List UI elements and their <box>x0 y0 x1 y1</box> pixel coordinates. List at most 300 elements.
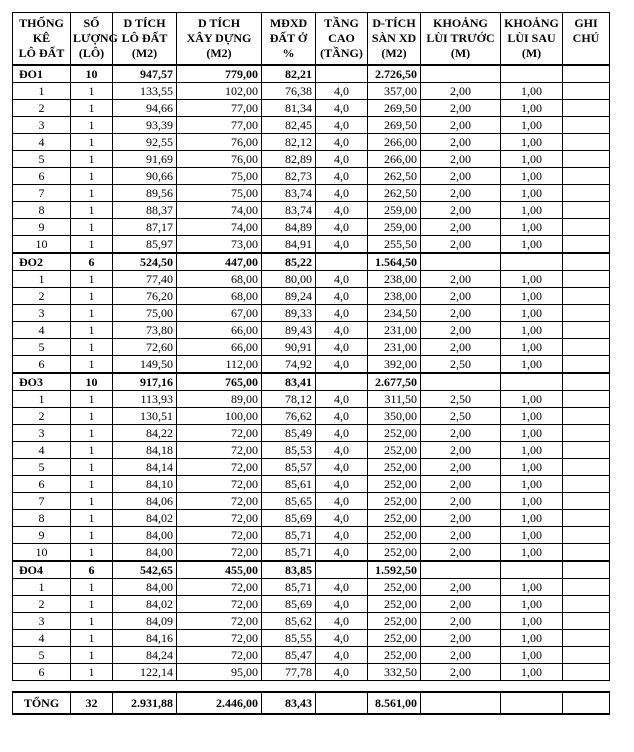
table-cell: 83,74 <box>262 185 316 202</box>
spacer-cell <box>262 681 316 693</box>
table-cell: 1 <box>71 613 113 630</box>
table-cell: 4,0 <box>316 493 368 510</box>
table-row <box>13 391 610 408</box>
table-cell: 2,00 <box>421 459 501 476</box>
table-cell: 4 <box>13 134 71 151</box>
table-cell: 1,00 <box>501 391 563 408</box>
table-cell: 252,00 <box>368 459 421 476</box>
table-cell <box>501 65 563 83</box>
table-cell: 113,93 <box>113 391 177 408</box>
table-cell: 89,33 <box>262 305 316 322</box>
table-cell: 2,00 <box>421 339 501 356</box>
table-cell: 252,00 <box>368 596 421 613</box>
header-rear-setback: KHOẢNG LÙI SAU (M) <box>501 13 563 66</box>
table-cell: 1 <box>13 579 71 596</box>
table-cell: 85,62 <box>262 613 316 630</box>
table-cell: 76,00 <box>177 134 262 151</box>
table-cell: 947,57 <box>113 65 177 83</box>
table-row <box>13 579 610 596</box>
table-cell: 6 <box>13 168 71 185</box>
table-cell: 2,50 <box>421 391 501 408</box>
table-cell <box>563 100 610 117</box>
table-cell <box>563 168 610 185</box>
table-cell: 1,00 <box>501 630 563 647</box>
table-cell <box>563 510 610 527</box>
header-quantity: SỐ LƯỢNG (LÔ) <box>71 13 113 66</box>
table-cell: 259,00 <box>368 202 421 219</box>
table-cell <box>563 253 610 271</box>
table-cell: 10 <box>71 373 113 391</box>
table-cell <box>563 442 610 459</box>
table-cell: 92,55 <box>113 134 177 151</box>
table-cell: 2,00 <box>421 322 501 339</box>
table-cell: 1 <box>71 100 113 117</box>
table-cell: 84,14 <box>113 459 177 476</box>
table-cell: 77,00 <box>177 100 262 117</box>
table-row <box>13 510 610 527</box>
spacer-cell <box>316 681 368 693</box>
table-cell <box>421 561 501 579</box>
table-cell: 83,74 <box>262 202 316 219</box>
table-cell: 2,00 <box>421 493 501 510</box>
table-cell: 252,00 <box>368 510 421 527</box>
table-cell: 122,14 <box>113 664 177 681</box>
table-cell: 133,55 <box>113 83 177 100</box>
table-cell: 84,22 <box>113 425 177 442</box>
table-cell: 779,00 <box>177 65 262 83</box>
table-cell: 72,00 <box>177 630 262 647</box>
table-cell: 82,12 <box>262 134 316 151</box>
table-cell <box>421 253 501 271</box>
table-cell: 9 <box>13 527 71 544</box>
table-cell: 85,69 <box>262 510 316 527</box>
group-summary-row <box>13 561 610 579</box>
table-cell: 72,00 <box>177 544 262 562</box>
table-cell <box>563 356 610 374</box>
table-cell: 4,0 <box>316 647 368 664</box>
table-cell: ĐO3 <box>13 373 71 391</box>
table-cell: 72,00 <box>177 596 262 613</box>
group-summary-row <box>13 65 610 83</box>
table-cell: 2,00 <box>421 596 501 613</box>
table-cell: 1.564,50 <box>368 253 421 271</box>
table-cell <box>563 288 610 305</box>
table-cell: 1 <box>71 83 113 100</box>
table-cell: 1 <box>71 219 113 236</box>
table-row <box>13 322 610 339</box>
table-cell: 1,00 <box>501 613 563 630</box>
table-cell <box>563 425 610 442</box>
table-cell: 85,57 <box>262 459 316 476</box>
table-cell: 2,00 <box>421 185 501 202</box>
table-row <box>13 219 610 236</box>
table-cell: 1,00 <box>501 339 563 356</box>
table-cell: 68,00 <box>177 288 262 305</box>
table-cell: 72,00 <box>177 493 262 510</box>
table-body <box>13 65 610 714</box>
table-cell <box>563 544 610 562</box>
table-cell: 32 <box>71 692 113 714</box>
table-cell: 4,0 <box>316 459 368 476</box>
table-cell: 72,00 <box>177 510 262 527</box>
table-cell <box>563 664 610 681</box>
table-cell: 83,41 <box>262 373 316 391</box>
table-cell: 2.726,50 <box>368 65 421 83</box>
table-cell: 2,00 <box>421 288 501 305</box>
table-cell: 1,00 <box>501 596 563 613</box>
spacer-cell <box>368 681 421 693</box>
table-cell: 83,85 <box>262 561 316 579</box>
table-cell: 112,00 <box>177 356 262 374</box>
table-cell: 252,00 <box>368 613 421 630</box>
table-cell: 4,0 <box>316 613 368 630</box>
table-cell <box>563 561 610 579</box>
table-cell: 82,89 <box>262 151 316 168</box>
table-cell: 4,0 <box>316 527 368 544</box>
table-cell: 262,50 <box>368 185 421 202</box>
table-cell: 2,00 <box>421 527 501 544</box>
table-cell: 4,0 <box>316 476 368 493</box>
table-cell: 85,71 <box>262 579 316 596</box>
table-cell: 75,00 <box>177 185 262 202</box>
table-cell: 4,0 <box>316 271 368 288</box>
table-cell: 4,0 <box>316 339 368 356</box>
table-cell: 1 <box>71 202 113 219</box>
table-cell <box>316 692 368 714</box>
table-cell <box>501 561 563 579</box>
table-cell: 84,02 <box>113 596 177 613</box>
table-cell: 7 <box>13 185 71 202</box>
table-row <box>13 544 610 562</box>
table-cell: 67,00 <box>177 305 262 322</box>
table-cell <box>421 373 501 391</box>
table-cell: 81,34 <box>262 100 316 117</box>
table-cell <box>501 373 563 391</box>
table-cell: 1 <box>71 391 113 408</box>
table-cell: 77,40 <box>113 271 177 288</box>
table-cell: 1 <box>71 168 113 185</box>
table-cell: 2,50 <box>421 356 501 374</box>
table-cell: 252,00 <box>368 647 421 664</box>
table-cell: 4,0 <box>316 579 368 596</box>
table-cell: 1,00 <box>501 442 563 459</box>
table-cell: 85,47 <box>262 647 316 664</box>
table-cell: 102,00 <box>177 83 262 100</box>
table-cell: 72,00 <box>177 579 262 596</box>
table-cell: 252,00 <box>368 544 421 562</box>
table-cell: 4,0 <box>316 185 368 202</box>
table-cell: 2.677,50 <box>368 373 421 391</box>
table-cell: 95,00 <box>177 664 262 681</box>
table-cell: 269,50 <box>368 100 421 117</box>
table-cell: 4,0 <box>316 442 368 459</box>
header-floors: TẦNG CAO (TẦNG) <box>316 13 368 66</box>
table-cell <box>563 236 610 254</box>
table-row <box>13 630 610 647</box>
table-cell: 5 <box>13 339 71 356</box>
table-cell: 2,00 <box>421 544 501 562</box>
table-cell: 2 <box>13 596 71 613</box>
table-cell: 252,00 <box>368 425 421 442</box>
table-cell <box>316 373 368 391</box>
table-cell: 75,00 <box>177 168 262 185</box>
table-cell: 231,00 <box>368 339 421 356</box>
table-cell <box>563 185 610 202</box>
statistics-table-container <box>12 12 609 715</box>
table-cell: 252,00 <box>368 630 421 647</box>
table-cell: 4,0 <box>316 236 368 254</box>
table-cell: 4 <box>13 630 71 647</box>
table-cell: 234,50 <box>368 305 421 322</box>
table-cell: 85,71 <box>262 544 316 562</box>
table-cell <box>563 459 610 476</box>
table-cell: ĐO4 <box>13 561 71 579</box>
table-cell: 9 <box>13 219 71 236</box>
table-row <box>13 305 610 322</box>
table-cell: 74,00 <box>177 219 262 236</box>
table-cell <box>563 117 610 134</box>
table-cell: 1,00 <box>501 647 563 664</box>
table-cell: 4,0 <box>316 322 368 339</box>
table-cell: 1 <box>71 459 113 476</box>
table-cell: 1 <box>71 647 113 664</box>
table-cell: 1 <box>71 664 113 681</box>
table-cell: 1 <box>71 134 113 151</box>
table-cell: 72,00 <box>177 647 262 664</box>
table-cell: 2,50 <box>421 408 501 425</box>
table-cell <box>316 65 368 83</box>
table-cell: 252,00 <box>368 579 421 596</box>
table-cell: 350,00 <box>368 408 421 425</box>
table-cell: 93,39 <box>113 117 177 134</box>
table-cell: 1,00 <box>501 459 563 476</box>
table-cell: 6 <box>13 476 71 493</box>
table-cell: 1,00 <box>501 117 563 134</box>
table-cell: 5 <box>13 459 71 476</box>
table-cell: 89,56 <box>113 185 177 202</box>
table-cell: 1,00 <box>501 408 563 425</box>
table-cell: 84,18 <box>113 442 177 459</box>
table-cell: 2,00 <box>421 476 501 493</box>
table-cell <box>563 391 610 408</box>
table-row <box>13 527 610 544</box>
table-cell: 252,00 <box>368 442 421 459</box>
table-cell: 8 <box>13 202 71 219</box>
table-cell: 252,00 <box>368 527 421 544</box>
table-cell: 1 <box>71 322 113 339</box>
table-cell: 1,00 <box>501 356 563 374</box>
table-cell: 1,00 <box>501 219 563 236</box>
table-cell: 149,50 <box>113 356 177 374</box>
table-cell: 85,61 <box>262 476 316 493</box>
table-cell: 84,91 <box>262 236 316 254</box>
table-cell: 2,00 <box>421 579 501 596</box>
table-cell: 83,43 <box>262 692 316 714</box>
table-cell: 1 <box>71 151 113 168</box>
table-cell: 73,80 <box>113 322 177 339</box>
table-cell: 72,00 <box>177 613 262 630</box>
table-cell: 2.446,00 <box>177 692 262 714</box>
table-cell: 238,00 <box>368 288 421 305</box>
table-cell: 82,45 <box>262 117 316 134</box>
table-cell: 6 <box>13 664 71 681</box>
table-row <box>13 151 610 168</box>
table-cell: 76,62 <box>262 408 316 425</box>
spacer-cell <box>71 681 113 693</box>
table-cell: 4,0 <box>316 168 368 185</box>
table-cell: 84,09 <box>113 613 177 630</box>
table-cell: 2,00 <box>421 151 501 168</box>
table-row <box>13 476 610 493</box>
table-cell: 1,00 <box>501 579 563 596</box>
table-cell <box>563 408 610 425</box>
table-cell: 77,00 <box>177 117 262 134</box>
table-cell: 10 <box>13 236 71 254</box>
table-cell <box>563 527 610 544</box>
table-cell: 1 <box>13 83 71 100</box>
table-cell: 455,00 <box>177 561 262 579</box>
table-cell: 84,00 <box>113 579 177 596</box>
table-cell: 74,92 <box>262 356 316 374</box>
table-cell <box>316 561 368 579</box>
table-cell: 1 <box>71 493 113 510</box>
table-cell <box>563 322 610 339</box>
table-cell: 3 <box>13 613 71 630</box>
total-row <box>13 692 610 714</box>
table-cell: 2 <box>13 408 71 425</box>
table-cell: 2,00 <box>421 83 501 100</box>
table-cell <box>563 151 610 168</box>
table-row <box>13 185 610 202</box>
table-cell: 1,00 <box>501 305 563 322</box>
table-cell: 1 <box>71 185 113 202</box>
table-cell: 4 <box>13 442 71 459</box>
table-cell: 6 <box>13 356 71 374</box>
table-cell: 262,50 <box>368 168 421 185</box>
table-row <box>13 356 610 374</box>
table-cell: 266,00 <box>368 134 421 151</box>
table-cell: 1,00 <box>501 100 563 117</box>
table-cell: 2,00 <box>421 100 501 117</box>
table-cell: 85,49 <box>262 425 316 442</box>
table-cell: 1 <box>71 236 113 254</box>
table-cell: 4,0 <box>316 219 368 236</box>
table-cell: 2,00 <box>421 510 501 527</box>
table-cell: TỔNG <box>13 692 71 714</box>
table-cell: 4,0 <box>316 134 368 151</box>
table-cell: 3 <box>13 425 71 442</box>
table-cell: 1,00 <box>501 83 563 100</box>
table-cell: 1 <box>71 288 113 305</box>
table-cell: 2,00 <box>421 168 501 185</box>
table-cell: 1 <box>71 442 113 459</box>
table-cell: 85,22 <box>262 253 316 271</box>
table-row <box>13 613 610 630</box>
table-cell: 917,16 <box>113 373 177 391</box>
table-cell: 3 <box>13 117 71 134</box>
table-row <box>13 202 610 219</box>
table-cell <box>563 613 610 630</box>
table-cell: 1,00 <box>501 476 563 493</box>
table-row <box>13 117 610 134</box>
table-cell: 76,20 <box>113 288 177 305</box>
table-row <box>13 168 610 185</box>
table-cell: 2,00 <box>421 219 501 236</box>
table-cell: 4,0 <box>316 510 368 527</box>
table-cell: 311,50 <box>368 391 421 408</box>
table-cell: 82,73 <box>262 168 316 185</box>
table-cell: 4,0 <box>316 288 368 305</box>
table-cell: 84,89 <box>262 219 316 236</box>
table-cell: 85,69 <box>262 596 316 613</box>
table-cell <box>563 596 610 613</box>
table-cell <box>563 692 610 714</box>
table-cell: 1 <box>71 596 113 613</box>
table-cell: 542,65 <box>113 561 177 579</box>
header-land-area: D TÍCH LÔ ĐẤT (M2) <box>113 13 177 66</box>
table-cell: 4,0 <box>316 100 368 117</box>
table-cell: 2 <box>13 288 71 305</box>
table-cell: 4,0 <box>316 151 368 168</box>
table-cell: 252,00 <box>368 476 421 493</box>
table-cell: 266,00 <box>368 151 421 168</box>
spacer-cell <box>177 681 262 693</box>
table-cell: 4,0 <box>316 202 368 219</box>
table-cell: 1 <box>71 356 113 374</box>
table-row <box>13 236 610 254</box>
table-cell: 2,00 <box>421 425 501 442</box>
table-row <box>13 596 610 613</box>
table-cell <box>563 339 610 356</box>
table-cell <box>563 373 610 391</box>
table-cell: 1 <box>71 476 113 493</box>
table-cell: 4,0 <box>316 596 368 613</box>
header-plot-stat: THỐNG KÊ LÔ ĐẤT <box>13 13 71 66</box>
table-cell: 1 <box>71 544 113 562</box>
table-cell: 2,00 <box>421 664 501 681</box>
table-cell: 74,00 <box>177 202 262 219</box>
table-cell: 2,00 <box>421 305 501 322</box>
table-row <box>13 408 610 425</box>
table-cell: 1 <box>71 425 113 442</box>
header-density: MĐXD ĐẤT Ở % <box>262 13 316 66</box>
table-cell: 85,71 <box>262 527 316 544</box>
table-cell: 1,00 <box>501 271 563 288</box>
table-cell: 7 <box>13 493 71 510</box>
table-cell: 73,00 <box>177 236 262 254</box>
table-cell: 2,00 <box>421 647 501 664</box>
table-cell: 91,69 <box>113 151 177 168</box>
table-cell <box>563 305 610 322</box>
table-cell: 4,0 <box>316 117 368 134</box>
table-cell: 4,0 <box>316 630 368 647</box>
table-cell: 84,02 <box>113 510 177 527</box>
table-cell: 84,00 <box>113 527 177 544</box>
table-cell: 2,00 <box>421 202 501 219</box>
table-cell: 332,50 <box>368 664 421 681</box>
table-cell: ĐO2 <box>13 253 71 271</box>
table-row <box>13 647 610 664</box>
header-building-area: D TÍCH XÂY DỰNG (M2) <box>177 13 262 66</box>
table-cell: 8 <box>13 510 71 527</box>
table-cell <box>501 253 563 271</box>
table-cell: 66,00 <box>177 339 262 356</box>
table-cell: 75,00 <box>113 305 177 322</box>
table-cell: 1 <box>71 527 113 544</box>
table-cell: 4,0 <box>316 391 368 408</box>
table-cell: 1 <box>71 271 113 288</box>
table-cell: 4,0 <box>316 408 368 425</box>
